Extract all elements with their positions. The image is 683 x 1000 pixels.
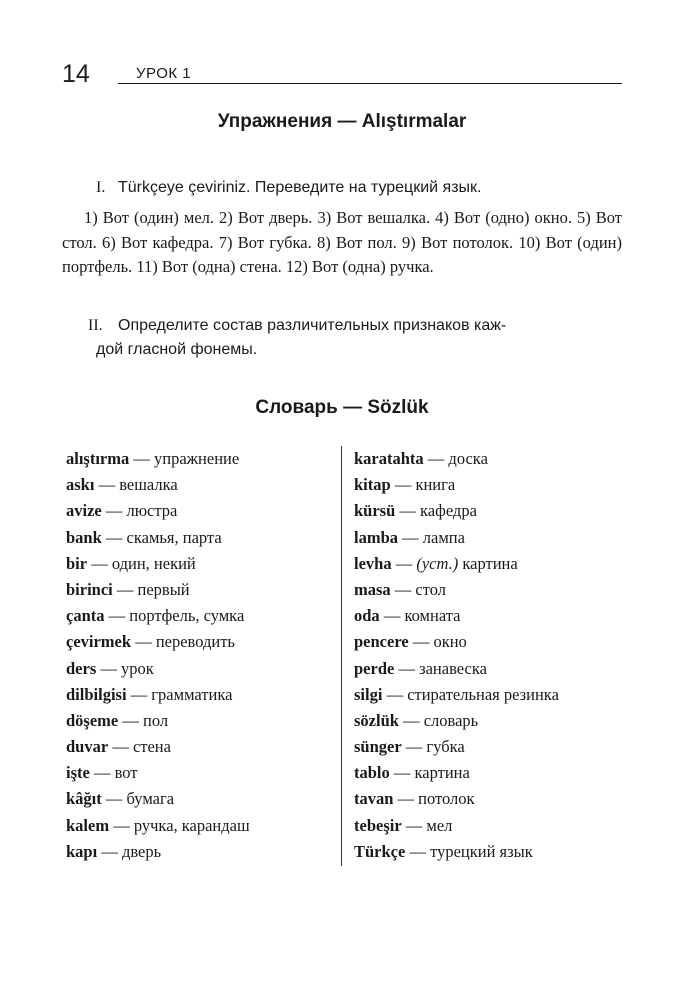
vocab-entry: kâğıt — бумага: [66, 789, 175, 809]
vocab-meaning: первый: [137, 579, 190, 599]
vocab-entry: tebeşir — мел: [354, 815, 453, 835]
vocab-word: bank: [66, 527, 102, 547]
vocab-meaning: портфель, сумка: [129, 606, 245, 626]
vocab-meaning: книга: [415, 475, 456, 495]
vocab-entry: dilbilgisi — грамматика: [66, 684, 233, 704]
vocab-meaning: потолок: [418, 789, 475, 809]
vocab-word: Türkçe: [354, 841, 406, 861]
vocab-word: kitap: [354, 475, 391, 495]
vocab-word: askı: [66, 475, 95, 495]
vocab-entry: çevirmek — переводить: [66, 632, 235, 652]
lesson-label: УРОК 1: [136, 65, 192, 82]
vocab-word: kâğıt: [66, 789, 102, 809]
vocab-meaning: комната: [404, 606, 461, 626]
vocab-entry: sünger — губка: [354, 737, 465, 757]
vocab-word: dilbilgisi: [66, 684, 127, 704]
vocab-entry: karatahta — доска: [354, 449, 488, 468]
vocab-meaning: картина: [458, 553, 518, 573]
vocab-meaning: кафедра: [420, 501, 477, 521]
header-rule: [118, 83, 622, 84]
vocab-entry: bir — один, некий: [66, 553, 196, 573]
vocab-entry: tavan — потолок: [354, 789, 475, 809]
column-divider: [341, 446, 342, 866]
vocab-word: çevirmek: [66, 632, 132, 652]
vocab-word: işte: [66, 763, 90, 783]
vocab-meaning: дверь: [121, 841, 162, 861]
vocab-column-left: [66, 446, 336, 865]
vocab-column-right: [354, 446, 622, 865]
vocab-word: tebeşir: [354, 815, 402, 835]
vocab-entry: birinci — первый: [66, 579, 190, 599]
vocab-word: duvar: [66, 737, 109, 757]
vocab-word: alıştırma: [66, 449, 130, 468]
vocab-meaning: окно: [433, 632, 467, 652]
vocab-word: oda: [354, 606, 380, 626]
page-header: [62, 56, 622, 88]
vocab-entry: perde — занавеска: [354, 658, 487, 678]
vocab-entry: Türkçe — турецкий язык: [354, 841, 533, 861]
vocab-word: bir: [66, 553, 88, 573]
task2-line1: Определите состав различительных признаков каж-: [118, 317, 507, 334]
exercises-title: Упражнения — Alıştırmalar: [217, 111, 467, 132]
vocab-word: kürsü: [354, 501, 396, 521]
task1-numeral: I.: [96, 179, 106, 196]
vocab-entry: döşeme — пол: [66, 710, 169, 730]
vocab-word: karatahta: [354, 449, 424, 468]
vocab-entry: silgi — стирательная резинка: [354, 684, 559, 704]
vocab-meaning: урок: [121, 658, 154, 678]
vocab-meaning: ручка, карандаш: [133, 815, 250, 835]
vocab-meaning: упражнение: [154, 449, 240, 468]
vocab-word: perde: [354, 658, 395, 678]
vocab-word: kalem: [66, 815, 110, 835]
vocab-entry: ders — урок: [66, 658, 154, 678]
vocab-word: silgi: [354, 684, 383, 704]
vocab-meaning: картина: [414, 763, 470, 783]
vocab-word: pencere: [354, 632, 409, 652]
vocab-meaning: пол: [143, 710, 169, 730]
vocab-entry: masa — стол: [354, 579, 447, 599]
vocab-meaning: мел: [426, 815, 453, 835]
task2-line2: дой гласной фонемы.: [96, 341, 258, 358]
usage-note: (уст.): [416, 553, 459, 573]
vocab-word: ders: [66, 658, 97, 678]
vocab-entry: levha — (уст.) картина: [354, 553, 518, 573]
vocab-meaning: лампа: [422, 527, 465, 547]
page-number: 14: [62, 60, 90, 88]
vocab-word: kapı: [66, 841, 98, 861]
vocab-entry: tablo — картина: [354, 763, 470, 783]
vocab-entry: çanta — портфель, сумка: [66, 606, 245, 626]
vocab-entry: sözlük — словарь: [354, 710, 479, 730]
vocab-meaning: грамматика: [151, 684, 233, 704]
vocab-meaning: доска: [448, 449, 488, 468]
vocab-word: lamba: [354, 527, 399, 547]
vocab-word: döşeme: [66, 710, 119, 730]
vocab-meaning: стена: [132, 737, 171, 757]
vocab-word: çanta: [66, 606, 105, 626]
vocab-meaning: занавеска: [419, 658, 487, 678]
vocab-entry: işte — вот: [66, 763, 138, 783]
vocab-entry: askı — вешалка: [66, 475, 178, 495]
vocab-meaning: бумага: [126, 789, 175, 809]
vocab-word: sünger: [354, 737, 402, 757]
vocab-meaning: словарь: [423, 710, 479, 730]
vocab-meaning: губка: [426, 737, 465, 757]
vocab-entry: avize — люстра: [66, 501, 178, 521]
vocab-entry: duvar — стена: [66, 737, 171, 757]
vocab-word: masa: [354, 579, 391, 599]
vocab-entry: oda — комната: [354, 606, 461, 626]
vocab-word: levha: [354, 553, 392, 573]
task1-instruction: Türkçeye çeviriniz. Переведите на турецкий язык.: [118, 179, 482, 196]
vocab-word: tavan: [354, 789, 394, 809]
vocab-entry: kapı — дверь: [66, 841, 162, 861]
vocab-word: avize: [66, 501, 102, 521]
vocab-meaning: вот: [114, 763, 138, 783]
vocab-meaning: один, некий: [111, 553, 196, 573]
vocab-meaning: стол: [415, 579, 447, 599]
vocab-word: tablo: [354, 763, 390, 783]
vocab-entry: lamba — лампа: [354, 527, 465, 547]
vocab-meaning: вешалка: [119, 475, 178, 495]
vocab-meaning: турецкий язык: [430, 841, 533, 861]
vocab-entry: pencere — окно: [354, 632, 467, 652]
vocab-entry: kalem — ручка, карандаш: [66, 815, 250, 835]
vocab-title: Словарь — Sözlük: [255, 397, 429, 418]
vocab-meaning: люстра: [126, 501, 178, 521]
vocab-meaning: стирательная резинка: [407, 684, 559, 704]
vocab-entry: alıştırma — упражнение: [66, 449, 240, 468]
vocab-meaning: скамья, парта: [126, 527, 222, 547]
task1-body: 1) Вот (один) мел. 2) Вот дверь. 3) Вот вешалка. 4) Вот (одно) окно. 5) Вот стол. 6) Вот кафедра. 7) Вот губка. 8) Вот пол. 9) Вот потолок. 10) Вот (один) портфель. 11) Вот (одна) стена. 12) Вот (одна) ручка.: [62, 208, 622, 276]
vocab-entry: kitap — книга: [354, 475, 456, 495]
vocab-word: birinci: [66, 579, 113, 599]
vocab-word: sözlük: [354, 710, 399, 730]
vocab-meaning: переводить: [155, 632, 235, 652]
vocab-entry: bank — скамья, парта: [66, 527, 222, 547]
task2-numeral: II.: [88, 317, 103, 334]
vocab-entry: kürsü — кафедра: [354, 501, 477, 521]
vocabulary-table: [62, 446, 622, 866]
